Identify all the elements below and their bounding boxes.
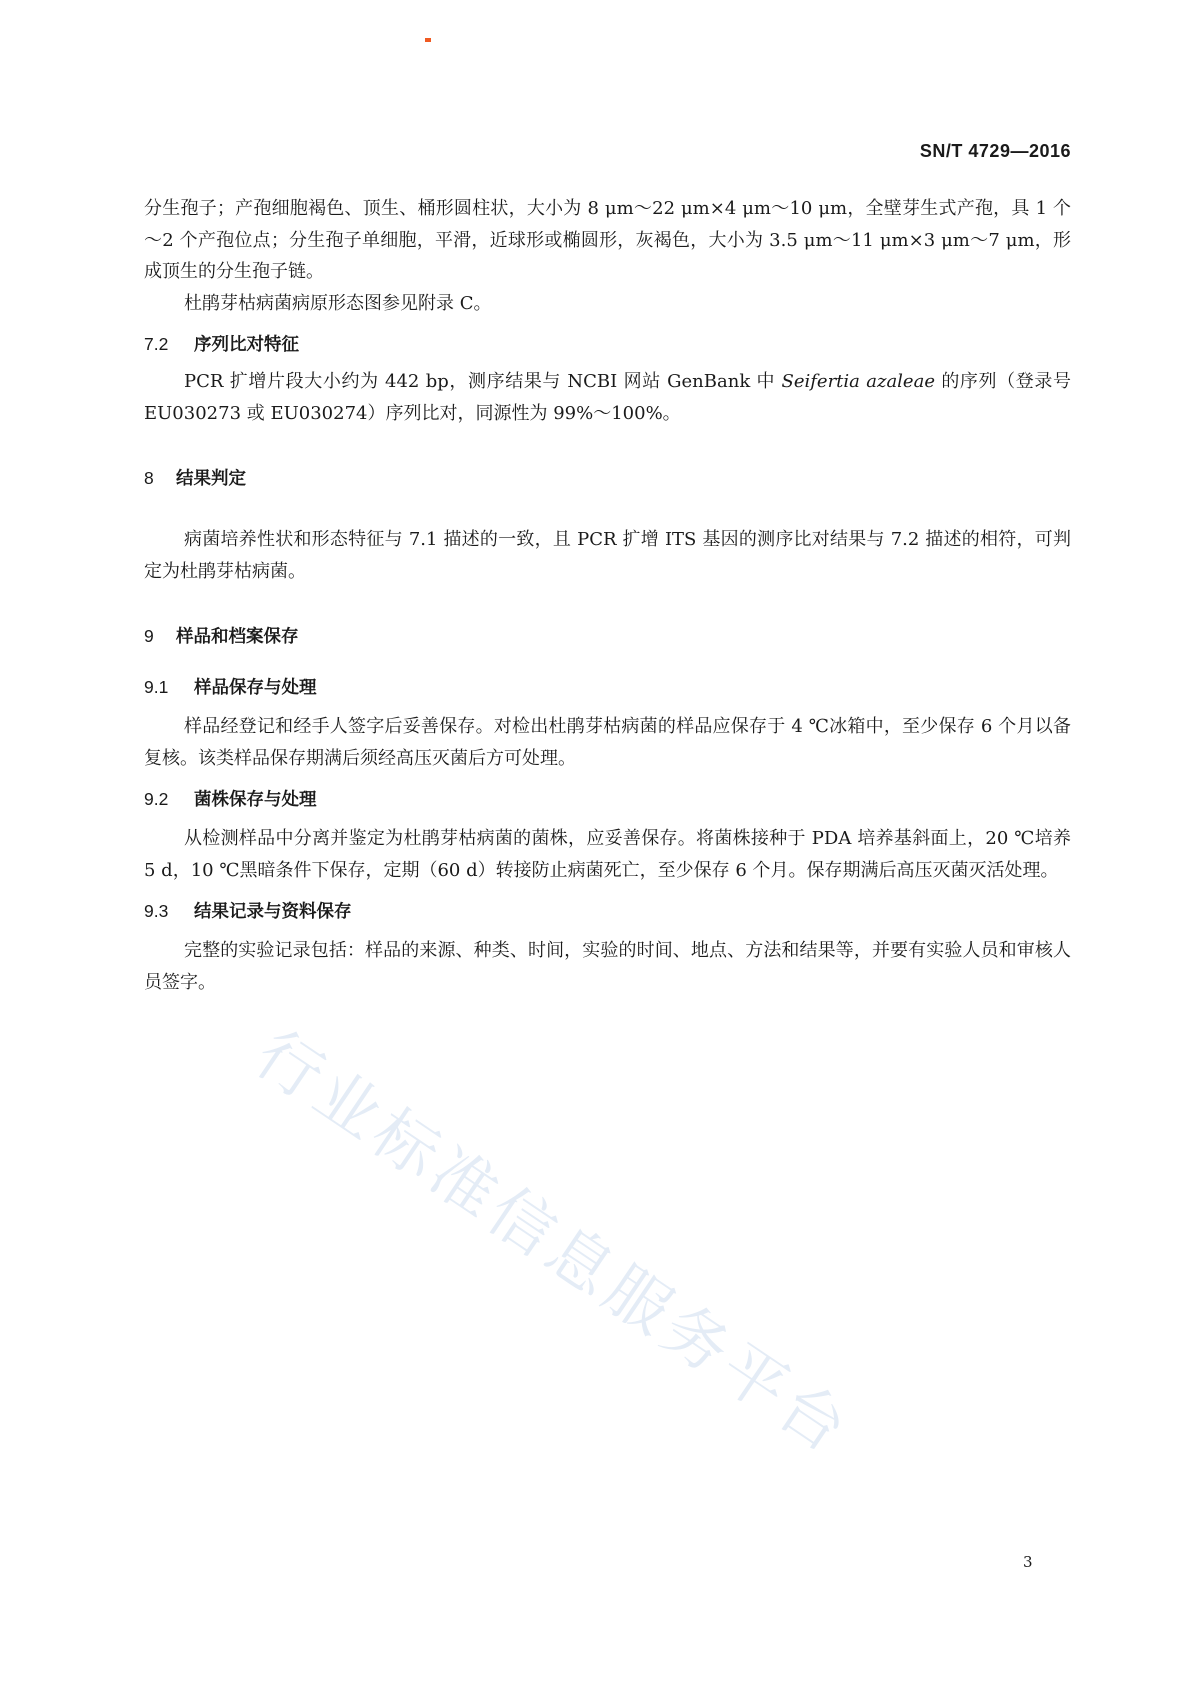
paragraph-conidia: 分生孢子；产孢细胞褐色、顶生、桶形圆柱状，大小为 8 μm～22 μm×4 μm～10 μm，全壁芽生式产孢，具 1 个～2 个产孢位点；分生孢子单细胞，平滑，近球形或椭圆形，灰褐色，大小为 3.5 μm～11 μm×3 μm～7 μm，形成顶生的分生孢子链。 [144,198,1071,282]
heading-8 [144,465,1071,490]
top-color-mark [425,38,431,42]
heading-number: 9.3 [144,901,169,921]
heading-title: 结果判定 [176,469,246,489]
page-number: 3 [1023,1553,1033,1571]
paragraph-strain-storage: 从检测样品中分离并鉴定为杜鹃芽枯病菌的菌株，应妥善保存。将菌株接种于 PDA 培养基斜面上，20 ℃培养 5 d，10 ℃黑暗条件下保存，定期（60 d）转接防止病菌死亡，至少保存 6 个月。保存期满后高压灭菌灭活处理。 [144,828,1071,881]
heading-9-3 [144,898,1071,923]
heading-number: 7.2 [144,334,169,354]
heading-title: 样品保存与处理 [194,678,317,698]
paragraph-sequence [144,366,1071,429]
heading-number: 9.1 [144,677,169,697]
heading-title: 样品和档案保存 [176,627,299,647]
text-part: PCR 扩增片段大小约为 442 bp，测序结果与 NCBI 网站 GenBank 中 [184,371,782,392]
watermark: 行业标准信息服务平台 [242,1017,864,1471]
paragraph-judgement: 病菌培养性状和形态特征与 7.1 描述的一致，且 PCR 扩增 ITS 基因的测序比对结果与 7.2 描述的相符，可判定为杜鹃芽枯病菌。 [144,529,1071,582]
species-name: Seifertia azaleae [781,371,935,392]
heading-title: 菌株保存与处理 [194,790,317,810]
standard-number: SN/T 4729—2016 [919,141,1071,161]
heading-number: 9.2 [144,789,169,809]
heading-9 [144,623,1071,648]
heading-7-2 [144,331,1071,356]
heading-9-1 [144,674,1071,699]
paragraph-records: 完整的实验记录包括：样品的来源、种类、时间，实验的时间、地点、方法和结果等，并要有实验人员和审核人员签字。 [144,940,1071,993]
heading-9-2 [144,786,1071,811]
paragraph-sample-storage: 样品经登记和经手人签字后妥善保存。对检出杜鹃芽枯病菌的样品应保存于 4 ℃冰箱中，至少保存 6 个月以备复核。该类样品保存期满后须经高压灭菌后方可处理。 [144,716,1071,769]
heading-number: 8 [144,468,154,488]
text-part: 的序列（登录号 EU030273 或 EU030274）序列比对，同源性为 99%～100%。 [144,371,1071,424]
paragraph-appendix-ref: 杜鹃芽枯病菌病原形态图参见附录 C。 [184,292,492,314]
page-body [144,193,1071,998]
heading-title: 序列比对特征 [194,335,299,355]
heading-number: 9 [144,626,154,646]
heading-title: 结果记录与资料保存 [194,902,352,922]
